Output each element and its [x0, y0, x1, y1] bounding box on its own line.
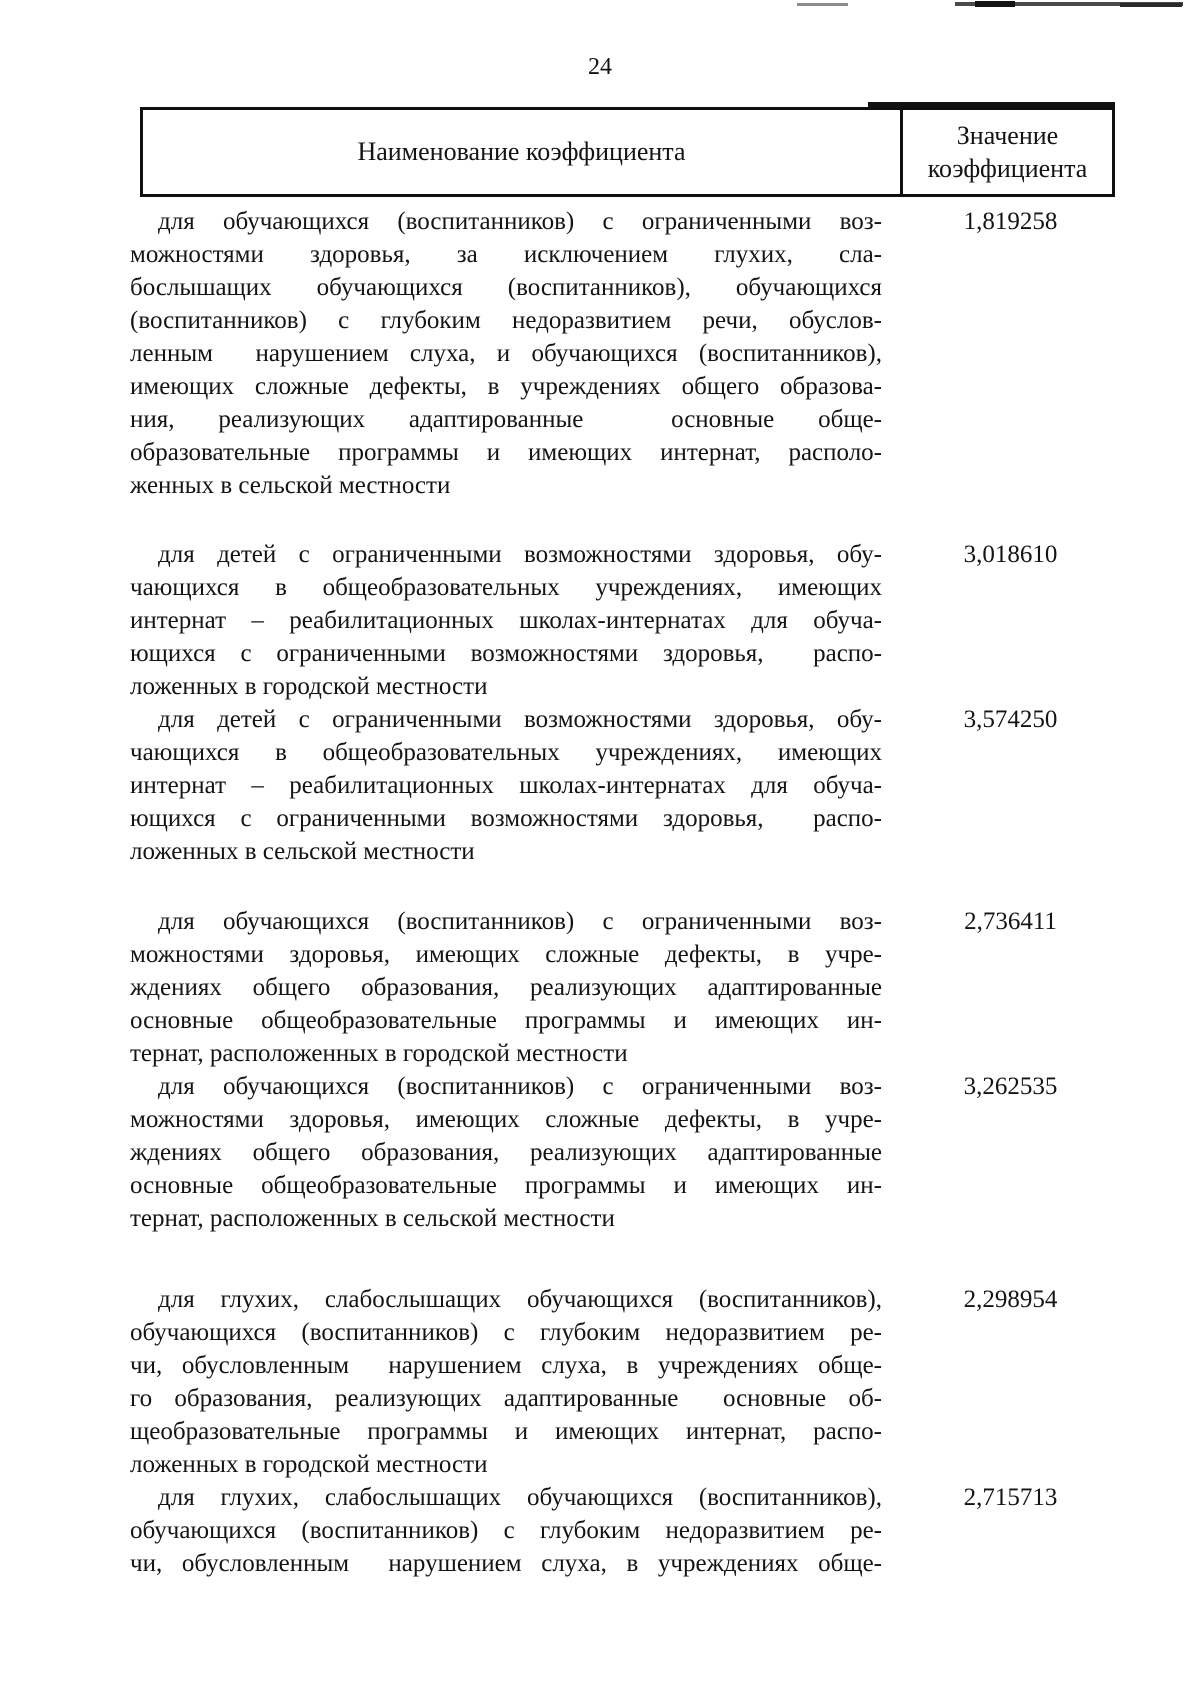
coefficient-name-cell — [130, 1481, 882, 1580]
coefficient-name-line: чи, обусловленным нарушением слуха, в учреждениях обще- — [130, 1352, 882, 1379]
coefficient-name-line: ленным нарушением слуха, и обучающихся (воспитанников), — [130, 340, 882, 367]
table-header-row — [140, 107, 1115, 197]
coefficient-name-line: обучающихся (воспитанников) с глубоким недоразвитием ре- — [130, 1319, 882, 1346]
coefficient-name-line: ждениях общего образования, реализующих адаптированные — [130, 1139, 882, 1166]
coefficient-name-line: интернат – реабилитационных школах-интернатах для обуча- — [130, 772, 882, 799]
coefficient-name-cell — [130, 1283, 882, 1481]
coefficient-name-line: для обучающихся (воспитанников) с ограниченными воз- — [158, 908, 882, 935]
coefficient-value-cell: 3,262535 — [963, 1073, 1058, 1100]
coefficient-name-line: для глухих, слабослышащих обучающихся (воспитанников), — [158, 1484, 882, 1511]
coefficient-name-line: для детей с ограниченными возможностями здоровья, обу- — [158, 706, 882, 733]
coefficient-name-line: для глухих, слабослышащих обучающихся (воспитанников), — [158, 1286, 882, 1313]
coefficient-name-line: для обучающихся (воспитанников) с ограниченными воз- — [158, 208, 882, 235]
coefficient-name-line: ложенных в городской местности — [130, 673, 488, 700]
coefficient-name-line: ния, реализующих адаптированные основные обще- — [130, 406, 882, 433]
coefficient-name-line: обучающихся (воспитанников) с глубоким недоразвитием ре- — [130, 1517, 882, 1544]
coefficient-name-line: ющихся с ограниченными возможностями здоровья, распо- — [130, 640, 882, 667]
coefficient-name-line: го образования, реализующих адаптированные основные об- — [130, 1385, 882, 1412]
coefficient-name-cell — [130, 703, 882, 868]
coefficient-name-line: можностями здоровья, имеющих сложные дефекты, в учре- — [130, 941, 882, 968]
coefficient-name-cell — [130, 538, 882, 703]
coefficient-name-line: для детей с ограниченными возможностями здоровья, обу- — [158, 541, 882, 568]
page-number: 24 — [588, 54, 612, 80]
coefficient-name-line: для обучающихся (воспитанников) с ограниченными воз- — [158, 1073, 882, 1100]
header-cell-coefficient-value: Значение коэффициента — [927, 121, 1088, 183]
header-cell-coefficient-name: Наименование коэффициента — [143, 110, 903, 194]
table-row — [0, 1481, 1200, 1580]
coefficient-name-cell — [130, 205, 882, 502]
coefficient-name-line: образовательные программы и имеющих интернат, располо- — [130, 439, 882, 466]
coefficient-name-line: можностями здоровья, за исключением глухих, сла- — [130, 241, 882, 268]
coefficient-name-line: тернат, расположенных в городской местности — [130, 1040, 628, 1067]
coefficient-name-line: можностями здоровья, имеющих сложные дефекты, в учре- — [130, 1106, 882, 1133]
coefficient-name-line: интернат – реабилитационных школах-интернатах для обуча- — [130, 607, 882, 634]
table-row — [0, 703, 1200, 868]
table-row — [0, 205, 1200, 502]
coefficient-value-cell: 2,298954 — [963, 1286, 1058, 1313]
coefficient-value-cell: 3,018610 — [963, 541, 1058, 568]
scan-artifact-line — [1120, 3, 1182, 7]
coefficient-name-line: чающихся в общеобразовательных учреждениях, имеющих — [130, 574, 882, 601]
scan-artifact-line — [975, 1, 1015, 7]
coefficient-value-cell: 3,574250 — [963, 706, 1058, 733]
coefficient-name-line: имеющих сложные дефекты, в учреждениях общего образова- — [130, 373, 882, 400]
coefficient-name-line: ющихся с ограниченными возможностями здоровья, распо- — [130, 805, 882, 832]
coefficient-name-cell — [130, 1070, 882, 1235]
table-row — [0, 538, 1200, 703]
coefficient-value-cell: 1,819258 — [963, 208, 1058, 235]
coefficient-name-line: основные общеобразовательные программы и имеющих ин- — [130, 1172, 882, 1199]
coefficient-value-cell: 2,715713 — [963, 1484, 1058, 1511]
coefficient-name-cell — [130, 905, 882, 1070]
coefficient-name-line: (воспитанников) с глубоким недоразвитием речи, обуслов- — [130, 307, 882, 334]
coefficient-name-line: щеобразовательные программы и имеющих интернат, распо- — [130, 1418, 882, 1445]
coefficient-name-line: ложенных в городской местности — [130, 1451, 488, 1478]
coefficient-value-cell: 2,736411 — [964, 908, 1057, 935]
coefficient-name-line: основные общеобразовательные программы и имеющих ин- — [130, 1007, 882, 1034]
table-body — [0, 205, 1200, 1580]
coefficient-name-line: чающихся в общеобразовательных учреждениях, имеющих — [130, 739, 882, 766]
coefficient-name-line: ложенных в сельской местности — [130, 838, 475, 865]
table-row — [0, 1283, 1200, 1481]
scan-artifact-line — [797, 3, 848, 6]
coefficient-name-line: тернат, расположенных в сельской местности — [130, 1205, 615, 1232]
table-row — [0, 905, 1200, 1070]
coefficient-name-line: женных в сельской местности — [130, 472, 451, 499]
coefficient-name-line: бослышащих обучающихся (воспитанников), обучающихся — [130, 274, 882, 301]
coefficient-name-line: чи, обусловленным нарушением слуха, в учреждениях обще- — [130, 1550, 882, 1577]
coefficient-name-line: ждениях общего образования, реализующих адаптированные — [130, 974, 882, 1001]
table-row — [0, 1070, 1200, 1235]
